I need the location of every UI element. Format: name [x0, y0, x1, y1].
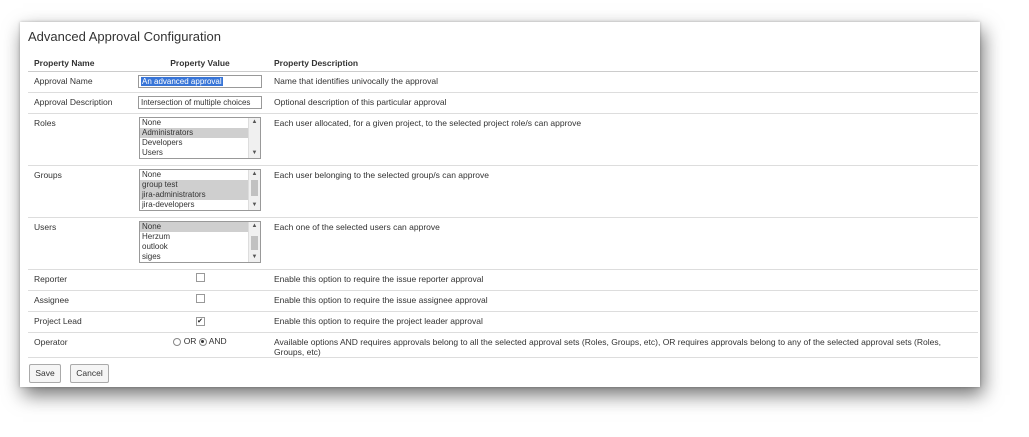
groups-label: Groups: [28, 166, 132, 218]
roles-label: Roles: [28, 114, 132, 166]
header-property-value: Property Value: [132, 54, 268, 72]
roles-description: Each user allocated, for a given project, to the selected project role/s can approve: [268, 114, 978, 166]
header-property-name: Property Name: [28, 54, 132, 72]
approval-description-label: Approval Description: [28, 93, 132, 114]
reporter-checkbox[interactable]: [196, 273, 205, 282]
groups-description: Each user belonging to the selected group/s can approve: [268, 166, 978, 218]
users-scrollbar[interactable]: [248, 222, 260, 262]
operator-description: Available options AND requires approvals belong to all the selected approval sets (Roles, Groups, etc), OR requires approvals belong to any of the selected approval sets (Roles, Groups, etc): [268, 333, 978, 358]
project-lead-description: Enable this option to require the project leader approval: [268, 312, 978, 333]
approval-name-label: Approval Name: [28, 72, 132, 93]
scroll-down-icon[interactable]: ▼: [251, 254, 258, 260]
approval-name-value: An advanced approval: [142, 77, 222, 86]
approval-name-description: Name that identifies univocally the approval: [268, 72, 978, 93]
operator-and-label: AND: [208, 336, 227, 346]
groups-option[interactable]: group test: [140, 180, 248, 190]
scroll-down-icon[interactable]: ▼: [251, 150, 258, 156]
groups-listbox[interactable]: [139, 169, 261, 211]
roles-option[interactable]: None: [142, 118, 162, 127]
users-option[interactable]: None: [140, 222, 248, 232]
row-assignee: [28, 291, 978, 312]
scroll-up-icon[interactable]: ▲: [251, 119, 258, 125]
groups-option[interactable]: None: [142, 170, 162, 179]
row-users: [28, 218, 978, 270]
reporter-label: Reporter: [28, 270, 132, 291]
cancel-button[interactable]: Cancel: [70, 364, 109, 383]
page-title: Advanced Approval Configuration: [28, 29, 221, 44]
roles-option[interactable]: Users: [142, 148, 163, 157]
table-header-row: [28, 54, 978, 72]
project-lead-label: Project Lead: [28, 312, 132, 333]
approval-description-input[interactable]: Intersection of multiple choices: [138, 96, 262, 109]
users-label: Users: [28, 218, 132, 270]
save-button[interactable]: Save: [29, 364, 61, 383]
row-project-lead: [28, 312, 978, 333]
scroll-thumb[interactable]: [251, 180, 258, 196]
operator-label: Operator: [28, 333, 132, 358]
row-roles: [28, 114, 978, 166]
users-option[interactable]: siges: [142, 252, 161, 261]
users-option[interactable]: Herzum: [142, 232, 171, 241]
assignee-description: Enable this option to require the issue assignee approval: [268, 291, 978, 312]
groups-option[interactable]: jira-administrators: [140, 190, 248, 200]
scroll-up-icon[interactable]: ▲: [251, 171, 258, 177]
assignee-label: Assignee: [28, 291, 132, 312]
roles-option[interactable]: Administrators: [140, 128, 248, 138]
approval-config-panel: [20, 22, 980, 387]
scroll-thumb[interactable]: [251, 236, 258, 250]
row-operator: [28, 333, 978, 358]
row-approval-description: [28, 93, 978, 114]
row-approval-name: [28, 72, 978, 93]
project-lead-checkbox[interactable]: ✔: [197, 318, 203, 325]
reporter-description: Enable this option to require the issue reporter approval: [268, 270, 978, 291]
approval-description-description: Optional description of this particular approval: [268, 93, 978, 114]
roles-listbox[interactable]: [139, 117, 261, 159]
users-listbox[interactable]: [139, 221, 261, 263]
properties-table: [28, 54, 978, 358]
row-groups: [28, 166, 978, 218]
scroll-up-icon[interactable]: ▲: [251, 223, 258, 229]
groups-option[interactable]: jira-developers: [142, 200, 195, 209]
roles-option[interactable]: Developers: [142, 138, 183, 147]
operator-or-radio[interactable]: [173, 338, 181, 346]
header-property-description: Property Description: [268, 54, 978, 72]
groups-scrollbar[interactable]: [248, 170, 260, 210]
assignee-checkbox[interactable]: [196, 294, 205, 303]
operator-or-label: OR: [183, 336, 197, 346]
row-reporter: [28, 270, 978, 291]
scroll-down-icon[interactable]: ▼: [251, 202, 258, 208]
roles-scrollbar[interactable]: [248, 118, 260, 158]
approval-name-input[interactable]: [138, 75, 262, 88]
operator-and-radio[interactable]: [199, 338, 207, 346]
users-option[interactable]: outlook: [142, 242, 168, 251]
users-description: Each one of the selected users can approve: [268, 218, 978, 270]
